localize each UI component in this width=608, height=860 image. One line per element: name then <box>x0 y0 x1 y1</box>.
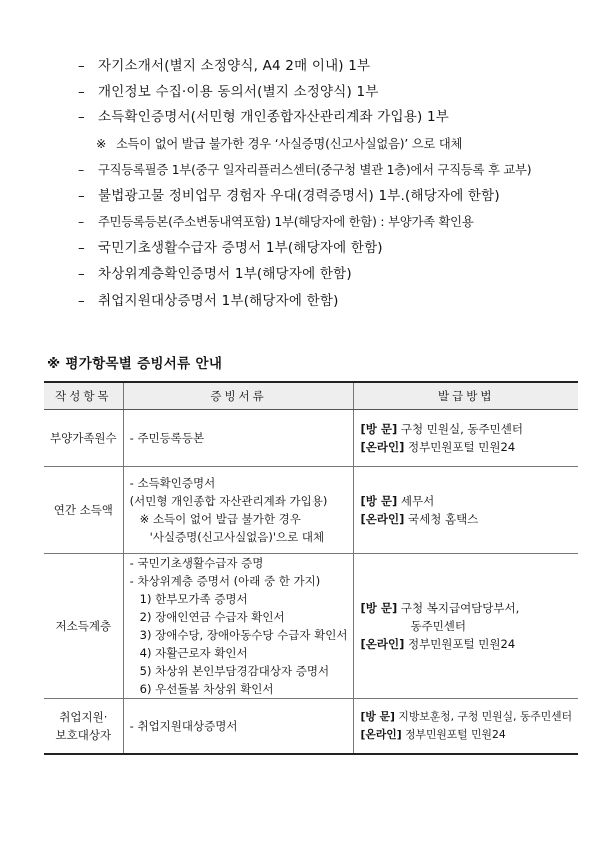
issue-text: 정부민원포털 민원24 <box>401 728 506 741</box>
list-item <box>78 56 370 76</box>
bullet: – <box>78 266 85 282</box>
issue-text: 동주민센터 <box>410 619 467 633</box>
doc-subitem: 5) 차상위 본인부담경감대상자 증명서 <box>139 664 330 678</box>
bullet: – <box>78 109 85 125</box>
item-label: 부양가족원수 <box>50 431 117 445</box>
doc-subitem: 2) 장애인연금 수급자 확인서 <box>139 610 285 624</box>
list-note <box>96 134 462 154</box>
doc-subitem: 1) 한부모가족 증명서 <box>139 592 248 606</box>
list-item-text: 자기소개서(별지 소정양식, A4 2매 이내) 1부 <box>98 58 371 74</box>
doc-note: ※ 소득이 없어 발급 불가한 경우 <box>139 512 301 526</box>
table-row <box>44 410 578 467</box>
item-cell <box>44 410 123 467</box>
table-row <box>44 467 578 554</box>
issue-cell <box>354 467 578 554</box>
list-item <box>78 82 379 102</box>
table-header-row <box>44 382 578 410</box>
issue-line <box>360 420 572 438</box>
bullet: – <box>78 58 85 74</box>
issue-line <box>360 708 572 726</box>
issue-tag: [방 문] <box>360 710 395 723</box>
issue-tag: [방 문] <box>360 422 398 436</box>
bullet: – <box>78 240 85 256</box>
issue-line <box>360 438 572 456</box>
column-header-docs: 증빙서류 <box>123 382 354 410</box>
doc-line: - 취업지원대상증명서 <box>129 719 238 733</box>
issue-cell <box>354 554 578 699</box>
issue-text: 지방보훈청, 구청 민원실, 동주민센터 <box>394 710 573 723</box>
issue-cell <box>354 410 578 467</box>
issue-line <box>360 599 572 617</box>
issue-line <box>360 510 572 528</box>
section-title: ※ 평가항목별 증빙서류 안내 <box>47 356 223 372</box>
docs-cell <box>123 467 354 554</box>
item-cell <box>44 699 123 755</box>
issue-tag: [방 문] <box>360 494 398 508</box>
doc-line: - 차상위계층 증명서 (아래 중 한 가지) <box>129 574 321 588</box>
list-item <box>78 107 449 127</box>
evidence-table <box>44 381 578 755</box>
item-label: 저소득계층 <box>55 619 112 633</box>
list-item <box>78 212 474 232</box>
docs-cell <box>123 554 354 699</box>
list-item-text: 구직등록필증 1부(중구 일자리플러스센터(중구청 별관 1층)에서 구직등록 후 교부) <box>98 163 532 177</box>
list-item-text: 주민등록등본(주소변동내역포함) 1부(해당자에 한함) : 부양가족 확인용 <box>98 215 474 229</box>
list-item-text: 불법광고물 정비업무 경험자 우대(경력증명서) 1부.(해당자에 한함) <box>98 188 500 204</box>
issue-line <box>360 492 572 510</box>
list-item-text: 개인정보 수집·이용 동의서(별지 소정양식) 1부 <box>98 84 379 100</box>
doc-line: - 국민기초생활수급자 증명 <box>129 556 264 570</box>
issue-tag: [온라인] <box>360 512 405 526</box>
item-label: 보호대상자 <box>55 728 112 742</box>
bullet: – <box>78 84 85 100</box>
issue-line <box>360 726 572 744</box>
item-label: 취업지원· <box>59 710 108 724</box>
list-item-text: 차상위계층확인증명서 1부(해당자에 한함) <box>98 266 352 282</box>
list-item-text: 취업지원대상증명서 1부(해당자에 한함) <box>98 293 339 309</box>
issue-text: 세무서 <box>397 494 435 508</box>
item-label: 연간 소득액 <box>53 503 113 517</box>
list-item-text: 소득확인증명서(서민형 개인종합자산관리계좌 가입용) 1부 <box>98 109 449 125</box>
column-header-issue: 발급방법 <box>354 382 578 410</box>
docs-cell <box>123 699 354 755</box>
table-row <box>44 699 578 755</box>
bullet: – <box>78 163 84 177</box>
doc-subitem: 6) 우선돌봄 차상위 확인서 <box>139 682 274 696</box>
issue-line <box>360 635 572 653</box>
issue-tag: [온라인] <box>360 637 405 651</box>
table-row <box>44 554 578 699</box>
issue-text: 구청 민원실, 동주민센터 <box>397 422 523 436</box>
issue-tag: [온라인] <box>360 440 405 454</box>
list-item <box>78 160 531 180</box>
bullet: – <box>78 215 84 229</box>
doc-subitem: 3) 장애수당, 장애아동수당 수급자 확인서 <box>139 628 348 642</box>
issue-tag: [방 문] <box>360 601 398 615</box>
doc-line: - 주민등록등본 <box>129 431 205 445</box>
list-item <box>78 291 339 311</box>
issue-text: 정부민원포털 민원24 <box>404 637 516 651</box>
issue-text: 정부민원포털 민원24 <box>404 440 516 454</box>
doc-line: - 소득확인증명서 <box>129 476 216 490</box>
doc-line: (서민형 개인종합 자산관리계좌 가입용) <box>129 494 328 508</box>
item-cell <box>44 467 123 554</box>
doc-note: '사실증명(신고사실없음)'으로 대체 <box>149 530 325 544</box>
issue-text: 구청 복지급여담당부서, <box>397 601 520 615</box>
issue-line <box>360 617 572 635</box>
list-item-text: 국민기초생활수급자 증명서 1부(해당자에 한함) <box>98 240 383 256</box>
issue-tag: [온라인] <box>360 728 402 741</box>
list-note-text: 소득이 없어 발급 불가한 경우 ‘사실증명(신고사실없음)’ 으로 대체 <box>116 137 463 151</box>
list-item <box>78 238 383 258</box>
list-item <box>78 186 500 206</box>
note-mark: ※ <box>96 137 107 151</box>
issue-text: 국세청 홈택스 <box>404 512 479 526</box>
bullet: – <box>78 293 85 309</box>
column-header-item: 작성항목 <box>44 382 123 410</box>
list-item <box>78 264 352 284</box>
bullet: – <box>78 188 85 204</box>
item-cell <box>44 554 123 699</box>
doc-subitem: 4) 자활근로자 확인서 <box>139 646 248 660</box>
docs-cell <box>123 410 354 467</box>
issue-cell <box>354 699 578 755</box>
